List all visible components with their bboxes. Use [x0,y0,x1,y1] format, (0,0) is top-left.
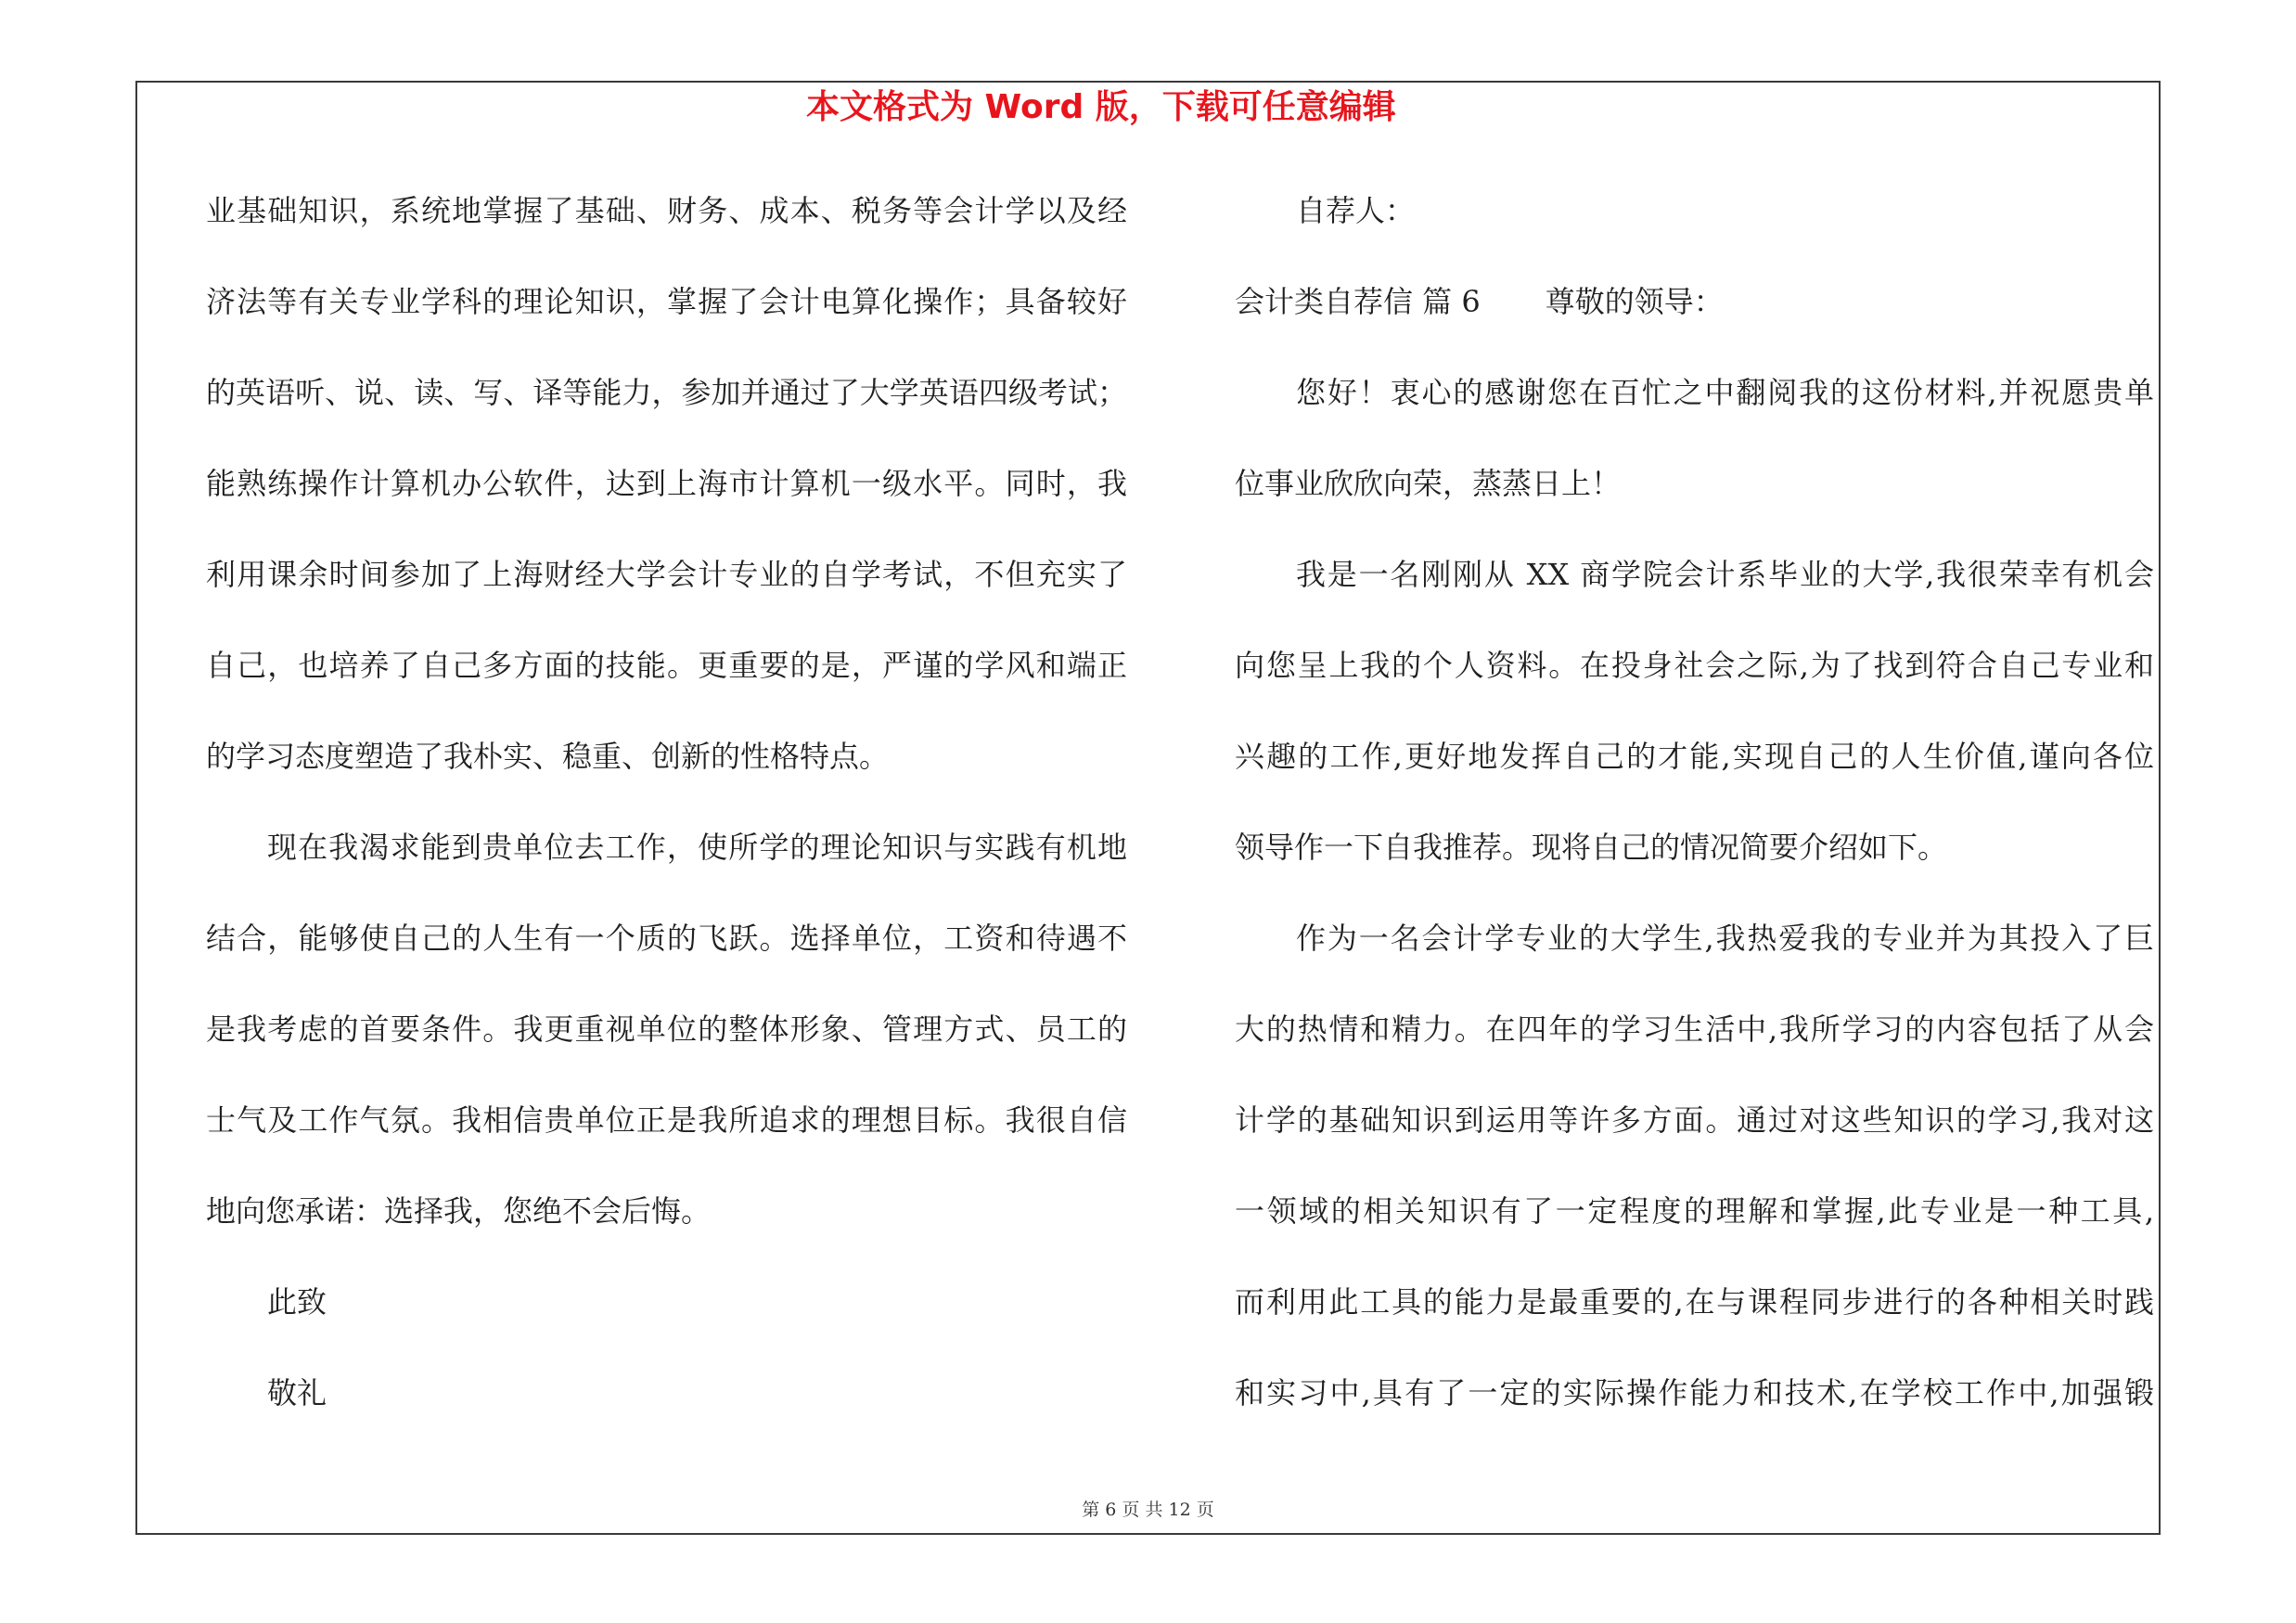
text-line: 自己，也培养了自己多方面的技能。更重要的是，严谨的学风和端正 [206,648,1127,683]
right-column [1235,165,2154,1438]
text-line: 作为一名会计学专业的大学生,我热爱我的专业并为其投入了巨 [1296,921,2154,956]
text-line: 位事业欣欣向荣，蒸蒸日上！ [1235,466,1622,501]
text-line: 济法等有关专业学科的理论知识，掌握了会计电算化操作；具备较好 [206,284,1127,319]
text-line: 士气及工作气氛。我相信贵单位正是我所追求的理想目标。我很自信 [206,1102,1127,1138]
closing-line: 敬礼 [267,1375,327,1410]
text-line: 大的热情和精力。在四年的学习生活中,我所学习的内容包括了从会 [1235,1011,2154,1047]
text-line: 利用课余时间参加了上海财经大学会计专业的自学考试，不但充实了 [206,557,1127,592]
text-line: 兴趣的工作,更好地发挥自己的才能,实现自己的人生价值,谨向各位 [1235,739,2154,774]
text-line: 计学的基础知识到运用等许多方面。通过对这些知识的学习,我对这 [1235,1102,2154,1138]
page-number: 第 6 页 共 12 页 [1082,1500,1214,1520]
text-line: 的学习态度塑造了我朴实、稳重、创新的性格特点。 [206,739,890,774]
closing-line: 此致 [267,1284,327,1320]
signature-line: 自荐人： [1296,193,1416,228]
text-line: 现在我渴求能到贵单位去工作，使所学的理论知识与实践有机地 [267,830,1127,865]
text-line: 而利用此工具的能力是最重要的,在与课程同步进行的各种相关时践 [1235,1284,2154,1320]
text-line: 您好！衷心的感谢您在百忙之中翻阅我的这份材料,并祝愿贵单 [1296,375,2154,410]
text-line: 能熟练操作计算机办公软件，达到上海市计算机一级水平。同时，我 [206,466,1127,501]
section-title: 会计类自荐信 篇 6 [1235,284,1481,319]
text-line: 是我考虑的首要条件。我更重视单位的整体形象、管理方式、员工的 [206,1011,1127,1047]
text-line: 业基础知识，系统地掌握了基础、财务、成本、税务等会计学以及经 [206,193,1127,228]
salutation: 尊敬的领导： [1545,284,1724,319]
text-line: 一领域的相关知识有了一定程度的理解和掌握,此专业是一种工具, [1235,1193,2154,1229]
text-line: 向您呈上我的个人资料。在投身社会之际,为了找到符合自己专业和 [1235,648,2154,683]
text-line: 领导作一下自我推荐。现将自己的情况简要介绍如下。 [1235,830,1948,865]
text-line: 我是一名刚刚从 XX 商学院会计系毕业的大学,我很荣幸有机会 [1296,557,2154,592]
left-column [206,165,1127,1438]
section-heading-line [1235,256,2154,347]
text-line: 的英语听、说、读、写、译等能力，参加并通过了大学英语四级考试； [206,375,1127,410]
text-line: 结合，能够使自己的人生有一个质的飞跃。选择单位，工资和待遇不 [206,921,1127,956]
format-banner: 本文格式为 Word 版，下载可任意编辑 [806,88,1396,126]
text-line: 地向您承诺：选择我，您绝不会后悔。 [206,1193,712,1229]
text-line: 和实习中,具有了一定的实际操作能力和技术,在学校工作中,加强锻 [1235,1375,2154,1410]
